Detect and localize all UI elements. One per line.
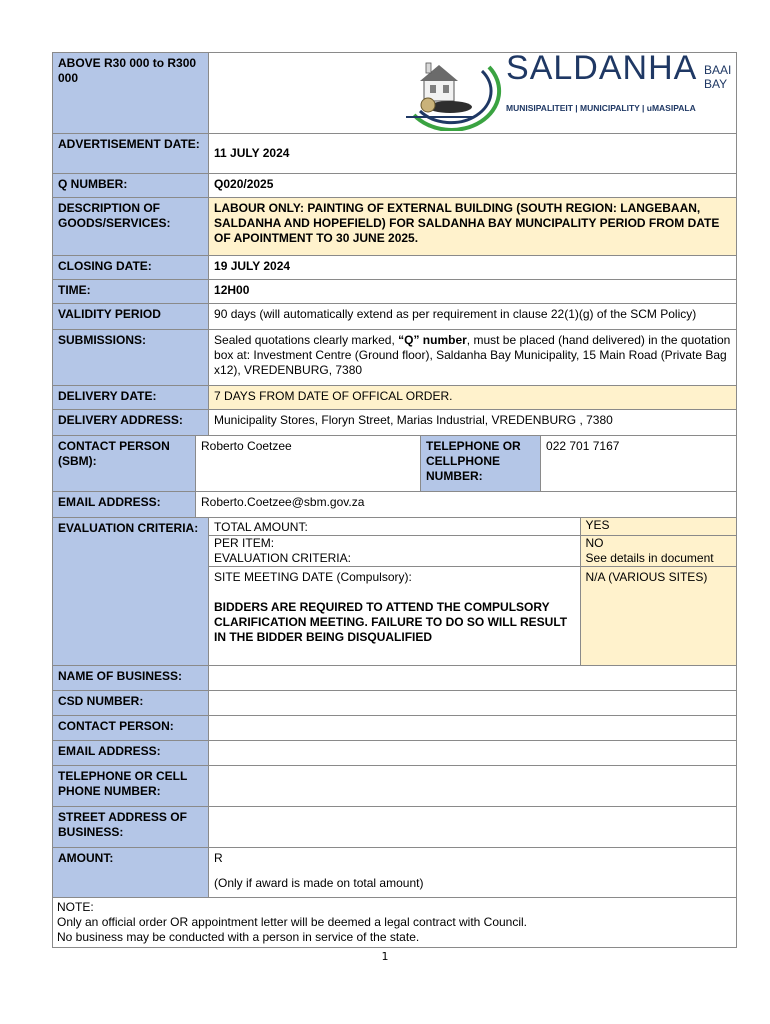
bidder-telephone-field[interactable] xyxy=(209,765,737,806)
eval-item-criteria: EVALUATION CRITERIA: xyxy=(209,551,580,567)
delivery-address-value: Municipality Stores, Floryn Street, Marias Industrial, VREDENBURG , 7380 xyxy=(209,410,737,436)
description-label: DESCRIPTION OF GOODS/SERVICES: xyxy=(53,198,209,256)
q-number-value: Q020/2025 xyxy=(209,174,737,198)
amount-label: AMOUNT: xyxy=(53,847,209,897)
eval-value-total-amount: YES xyxy=(580,518,736,536)
eval-item-total-amount: TOTAL AMOUNT: xyxy=(209,518,580,536)
email-value: Roberto.Coetzee@sbm.gov.za xyxy=(196,492,737,518)
bidder-telephone-label: TELEPHONE OR CELL PHONE NUMBER: xyxy=(53,765,209,806)
q-number-label: Q NUMBER: xyxy=(53,174,209,198)
telephone-value: 022 701 7167 xyxy=(541,436,737,492)
advertisement-date-value: 11 JULY 2024 xyxy=(209,134,737,174)
csd-number-label: CSD NUMBER: xyxy=(53,690,209,715)
submissions-text-start: Sealed quotations clearly marked, xyxy=(214,333,399,347)
closing-date-label: CLOSING DATE: xyxy=(53,256,209,280)
validity-period-label: VALIDITY PERIOD xyxy=(53,304,209,330)
logo-cell xyxy=(209,49,737,134)
eval-item-per-item: PER ITEM: xyxy=(214,536,275,550)
logo-wordmark: SALDANHA xyxy=(506,49,698,87)
note-line-state-service: No business may be conducted with a person in service of the state. xyxy=(57,929,420,944)
form-table xyxy=(52,49,737,948)
delivery-date-label: DELIVERY DATE: xyxy=(53,386,209,410)
note-title: NOTE: xyxy=(57,899,94,914)
csd-number-field[interactable] xyxy=(209,690,737,715)
business-name-field[interactable] xyxy=(209,665,737,690)
contact-person-sbm-label: CONTACT PERSON (SBM): xyxy=(53,436,196,492)
delivery-address-label: DELIVERY ADDRESS: xyxy=(53,410,209,436)
bidder-contact-person-field[interactable] xyxy=(209,715,737,740)
page-number: 1 xyxy=(381,950,389,963)
advertisement-date-label: ADVERTISEMENT DATE: xyxy=(53,134,209,174)
saldanha-bay-logo xyxy=(394,49,734,131)
bidder-email-field[interactable] xyxy=(209,740,737,765)
evaluation-inner-table xyxy=(209,518,736,665)
business-name-label: NAME OF BUSINESS: xyxy=(53,665,209,690)
logo-suffix-baai: BAAI xyxy=(704,63,732,77)
value-range-heading: ABOVE R30 000 to R300 000 xyxy=(53,53,209,134)
note-line-official-order: Only an official order OR appointment letter will be deemed a legal contract with Council. xyxy=(57,914,528,929)
amount-currency: R xyxy=(214,850,223,865)
email-label: EMAIL ADDRESS: xyxy=(53,492,196,518)
submissions-text-end: , must be placed (hand delivered) in the quotation box at: Investment Centre (Ground floor), Saldanha Bay Municipality, 15 Main Road (Private Bag x12), VREDENBURG, 7380 xyxy=(214,333,731,377)
closing-date-value: 19 JULY 2024 xyxy=(209,256,737,280)
eval-item-site-meeting: SITE MEETING DATE (Compulsory): xyxy=(214,570,412,584)
logo-suffix-bay: BAY xyxy=(704,77,728,91)
eval-value-criteria: See details in document xyxy=(580,551,736,567)
time-value: 12H00 xyxy=(209,280,737,304)
compulsory-meeting-warning: BIDDERS ARE REQUIRED TO ATTEND THE COMPULSORY CLARIFICATION MEETING. FAILURE TO DO SO WILL RESULT IN THE BIDDER BEING DISQUALIFIED xyxy=(214,600,568,644)
street-address-field[interactable] xyxy=(209,806,737,847)
submissions-label: SUBMISSIONS: xyxy=(53,330,209,386)
validity-period-value: 90 days (will automatically extend as per requirement in clause 22(1)(g) of the SCM Policy) xyxy=(209,304,737,330)
eval-value-per-item: NO xyxy=(580,536,736,552)
time-label: TIME: xyxy=(53,280,209,304)
note-box xyxy=(53,897,737,947)
description-value: LABOUR ONLY: PAINTING OF EXTERNAL BUILDING (SOUTH REGION: LANGEBAAN, SALDANHA AND HOPEFIELD) FOR SALDANHA BAY MUNCIPALITY PERIOD FROM DATE OF APOINTMENT TO 30 JUNE 2025. xyxy=(209,198,737,256)
submissions-value xyxy=(209,330,737,386)
submissions-q-number-emphasis: “Q” number xyxy=(398,333,467,347)
delivery-date-value: 7 DAYS FROM DATE OF OFFICAL ORDER. xyxy=(209,386,737,410)
eval-site-meeting-cell xyxy=(209,567,580,665)
telephone-label: TELEPHONE OR CELLPHONE NUMBER: xyxy=(421,436,541,492)
contact-person-sbm-value: Roberto Coetzee xyxy=(196,436,421,492)
street-address-label: STREET ADDRESS OF BUSINESS: xyxy=(53,806,209,847)
amount-field[interactable] xyxy=(209,847,737,897)
logo-tagline: MUNISIPALITEIT | MUNICIPALITY | uMASIPALA xyxy=(506,103,696,113)
bidder-contact-person-label: CONTACT PERSON: xyxy=(53,715,209,740)
bidder-email-label: EMAIL ADDRESS: xyxy=(53,740,209,765)
quotation-form xyxy=(52,49,736,948)
evaluation-criteria-label: EVALUATION CRITERIA: xyxy=(53,518,209,666)
amount-note: (Only if award is made on total amount) xyxy=(214,875,424,890)
eval-value-site-meeting: N/A (VARIOUS SITES) xyxy=(580,567,736,665)
evaluation-criteria-table xyxy=(209,518,737,666)
